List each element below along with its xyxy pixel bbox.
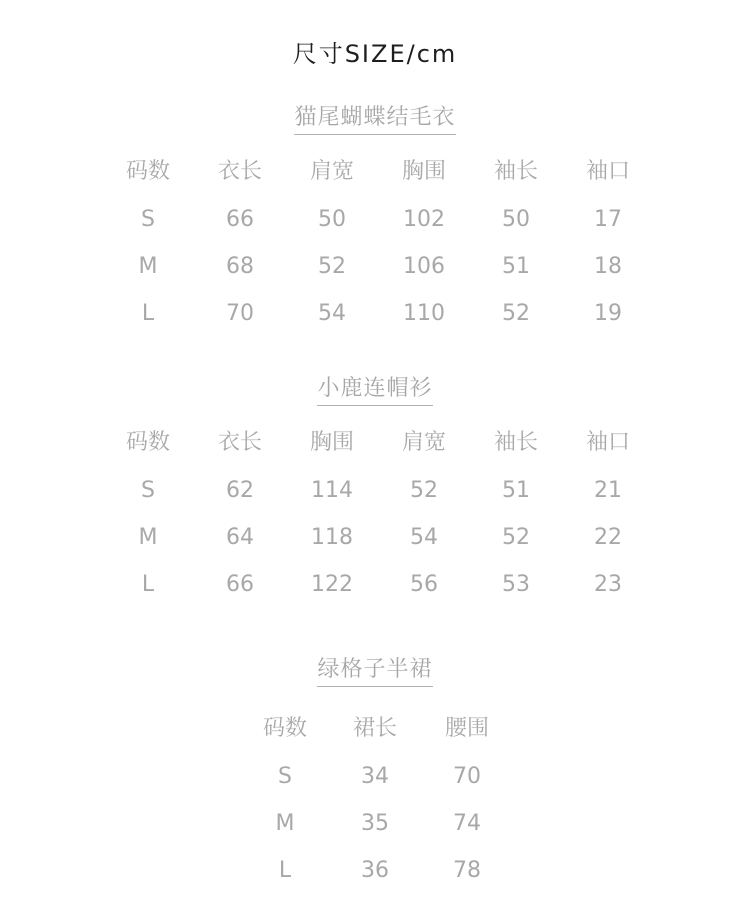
column-header: 裙长 [352, 716, 397, 741]
size-label: L [141, 572, 155, 597]
column-header: 袖口 [585, 430, 630, 455]
section-title [0, 652, 750, 687]
table-cell: 18 [594, 254, 622, 279]
table-cell: 19 [594, 301, 622, 326]
column-header: 腰围 [444, 716, 489, 741]
table-cell: 51 [502, 478, 530, 503]
column-header: 胸围 [401, 159, 446, 184]
column-header: 码数 [262, 716, 307, 741]
table-cell: 51 [502, 254, 530, 279]
table-cell: 52 [318, 254, 346, 279]
size-label: S [141, 207, 155, 232]
table-cell: 110 [403, 301, 445, 326]
column-header: 码数 [125, 430, 170, 455]
table-cell: 70 [226, 301, 254, 326]
table-cell: 78 [453, 858, 481, 883]
size-label: M [138, 254, 158, 279]
column-header: 肩宽 [401, 430, 446, 455]
table-cell: 35 [361, 811, 389, 836]
table-cell: 68 [226, 254, 254, 279]
table-cell: 106 [403, 254, 445, 279]
table-cell: 23 [594, 572, 622, 597]
column-header: 衣长 [217, 159, 262, 184]
table-cell: 74 [453, 811, 481, 836]
table-cell: 66 [226, 572, 254, 597]
table-cell: 56 [410, 572, 438, 597]
table-cell: 64 [226, 525, 254, 550]
section-title-text: 猫尾蝴蝶结毛衣 [294, 100, 455, 135]
size-label: M [138, 525, 158, 550]
section-title [0, 371, 750, 406]
column-header: 袖长 [493, 159, 538, 184]
table-cell: 34 [361, 764, 389, 789]
table-cell: 114 [311, 478, 353, 503]
table-cell: 70 [453, 764, 481, 789]
size-label: S [141, 478, 155, 503]
size-label: L [278, 858, 292, 883]
table-cell: 118 [311, 525, 353, 550]
table-cell: 53 [502, 572, 530, 597]
size-label: L [141, 301, 155, 326]
size-label: M [275, 811, 295, 836]
table-cell: 54 [410, 525, 438, 550]
table-cell: 62 [226, 478, 254, 503]
table-cell: 50 [318, 207, 346, 232]
table-cell: 50 [502, 207, 530, 232]
column-header: 码数 [125, 159, 170, 184]
table-cell: 52 [502, 301, 530, 326]
column-header: 袖长 [493, 430, 538, 455]
table-cell: 122 [311, 572, 353, 597]
size-label: S [278, 764, 292, 789]
table-cell: 22 [594, 525, 622, 550]
table-cell: 17 [594, 207, 622, 232]
section-title-text: 小鹿连帽衫 [317, 371, 432, 406]
section-title-text: 绿格子半裙 [317, 652, 432, 687]
page-title: 尺寸SIZE/cm [292, 40, 458, 68]
table-cell: 66 [226, 207, 254, 232]
column-header: 肩宽 [309, 159, 354, 184]
column-header: 衣长 [217, 430, 262, 455]
column-header: 胸围 [309, 430, 354, 455]
table-cell: 52 [410, 478, 438, 503]
table-cell: 36 [361, 858, 389, 883]
table-cell: 102 [403, 207, 445, 232]
table-cell: 52 [502, 525, 530, 550]
section-title [0, 100, 750, 135]
column-header: 袖口 [585, 159, 630, 184]
table-cell: 54 [318, 301, 346, 326]
table-cell: 21 [594, 478, 622, 503]
